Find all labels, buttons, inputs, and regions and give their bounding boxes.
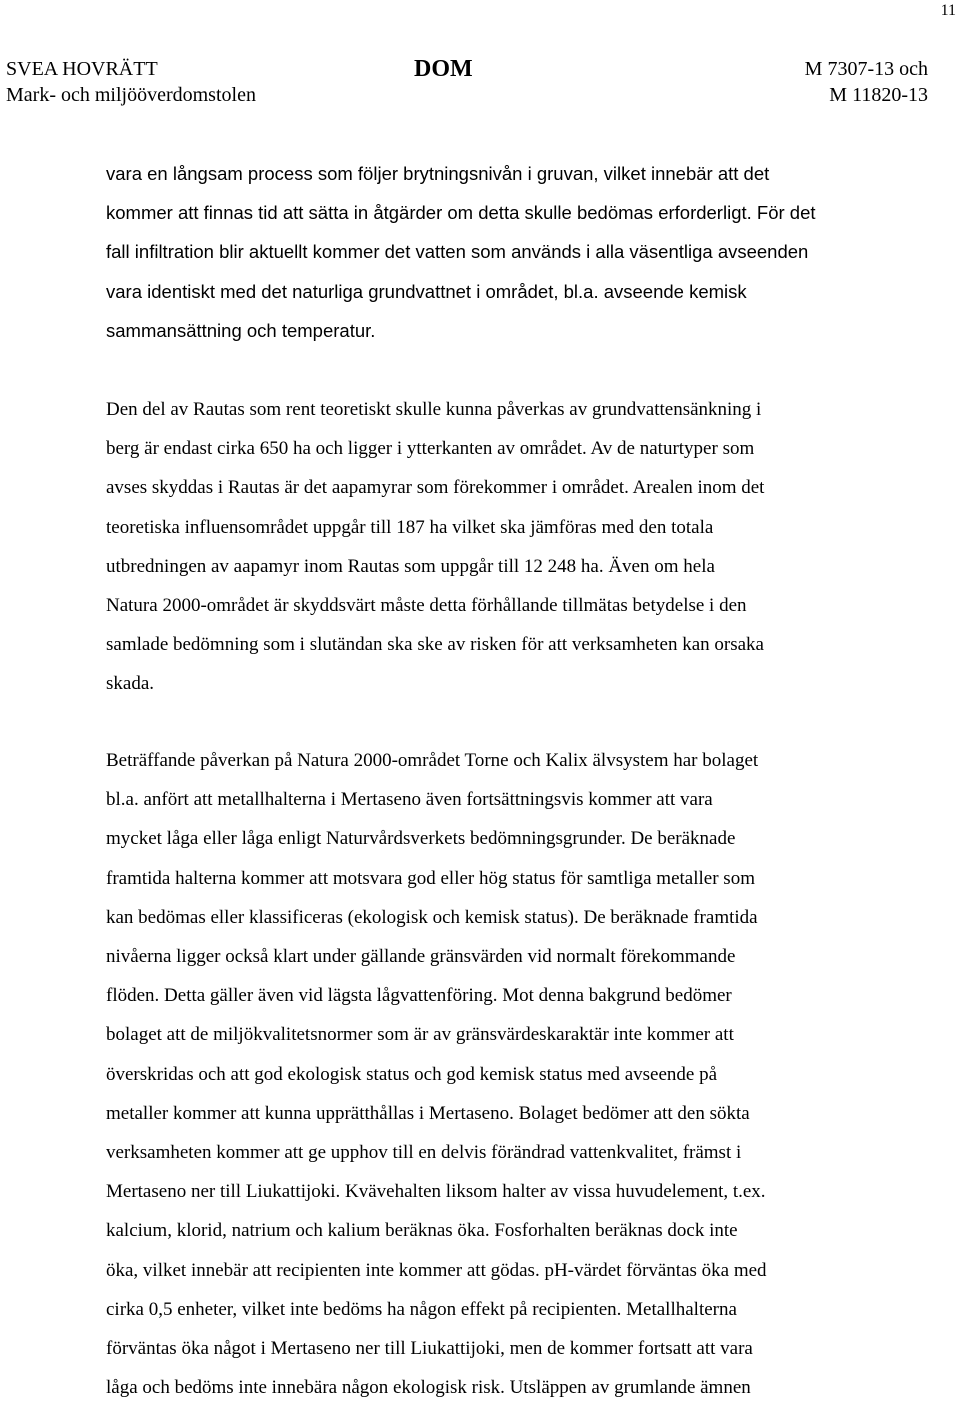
text-line: framtida halterna kommer att motsvara god eller hög status för samtliga metaller som <box>106 867 755 889</box>
text-line: kommer att finnas tid att sätta in åtgärder om detta skulle bedömas erforderligt. För det <box>106 202 816 224</box>
text-line: kan bedömas eller klassificeras (ekologisk och kemisk status). De beräknade framtida <box>106 906 758 928</box>
document-header <box>6 56 928 108</box>
page-number: 11 <box>940 2 956 19</box>
text-line: cirka 0,5 enheter, vilket inte bedöms ha någon effekt på recipienten. Metallhalterna <box>106 1298 737 1320</box>
text-line: avses skyddas i Rautas är det aapamyrar som förekommer i området. Arealen inom det <box>106 477 765 499</box>
case-number-2: M 11820-13 <box>829 84 928 106</box>
case-number-1: M 7307-13 och <box>804 58 928 80</box>
text-line: berg är endast cirka 650 ha och ligger i ytterkanten av området. Av de naturtyper som <box>106 438 755 460</box>
text-line: samlade bedömning som i slutändan ska ske av risken för att verksamheten kan orsaka <box>106 634 764 656</box>
header-case-block <box>805 56 928 108</box>
text-line: teoretiska influensområdet uppgår till 187 ha vilket ska jämföras med den totala <box>106 516 714 538</box>
text-line: nivåerna ligger också klart under gällande gränsvärden vid normalt förekommande <box>106 946 736 968</box>
text-line: Mertaseno ner till Liukattijoki. Kvävehalten liksom halter av vissa huvudelement, t.ex. <box>106 1181 766 1203</box>
text-line: sammansättning och temperatur. <box>106 319 376 341</box>
text-line: Den del av Rautas som rent teoretiskt skulle kunna påverkas av grundvattensänkning i <box>106 399 762 420</box>
text-line: vara en långsam process som följer brytningsnivån i gruvan, vilket innebär att det <box>106 163 770 184</box>
text-line: låga och bedöms inte innebära någon ekologisk risk. Utsläppen av grumlande ämnen <box>106 1377 751 1399</box>
header-court-block <box>6 56 256 108</box>
text-line: flöden. Detta gäller även vid lägsta lågvattenföring. Mot denna bakgrund bedömer <box>106 985 732 1007</box>
paragraph-2 <box>106 390 900 704</box>
text-line: bolaget att de miljökvalitetsnormer som är av gränsvärdeskaraktär inte kommer att <box>106 1024 734 1046</box>
text-line: kalcium, klorid, natrium och kalium beräknas öka. Fosforhalten beräknas dock inte <box>106 1220 738 1242</box>
document-type: DOM <box>414 56 473 82</box>
text-line: metaller kommer att kunna upprätthållas i Mertaseno. Bolaget bedömer att den sökta <box>106 1102 750 1124</box>
court-name: SVEA HOVRÄTT <box>6 58 158 80</box>
text-line: öka, vilket innebär att recipienten inte kommer att gödas. pH-värdet förväntas öka med <box>106 1259 767 1281</box>
text-line: verksamheten kommer att ge upphov till en delvis förändrad vattenkvalitet, främst i <box>106 1142 742 1164</box>
text-line: utbredningen av aapamyr inom Rautas som uppgår till 12 248 ha. Även om hela <box>106 555 715 577</box>
text-line: överskridas och att god ekologisk status och god kemisk status med avseende på <box>106 1063 718 1085</box>
text-line: mycket låga eller låga enligt Naturvårdsverkets bedömningsgrunder. De beräknade <box>106 828 736 850</box>
text-line: vara identiskt med det naturliga grundvattnet i området, bl.a. avseende kemisk <box>106 280 747 302</box>
court-division: Mark- och miljööverdomstolen <box>6 84 256 106</box>
text-line: skada. <box>106 673 155 695</box>
text-line: Beträffande påverkan på Natura 2000-området Torne och Kalix älvsystem har bolaget <box>106 750 759 771</box>
text-line: bl.a. anfört att metallhalterna i Mertaseno även fortsättningsvis kommer att vara <box>106 789 713 811</box>
text-line: förväntas öka något i Mertaseno ner till Liukattijoki, men de kommer fortsatt att vara <box>106 1338 753 1360</box>
paragraph-1 <box>106 154 900 350</box>
text-line: Natura 2000-området är skyddsvärt måste detta förhållande tillmätas betydelse i den <box>106 595 747 617</box>
text-line: fall infiltration blir aktuellt kommer det vatten som används i alla väsentliga avseenden <box>106 241 809 263</box>
paragraph-3 <box>106 741 900 1407</box>
